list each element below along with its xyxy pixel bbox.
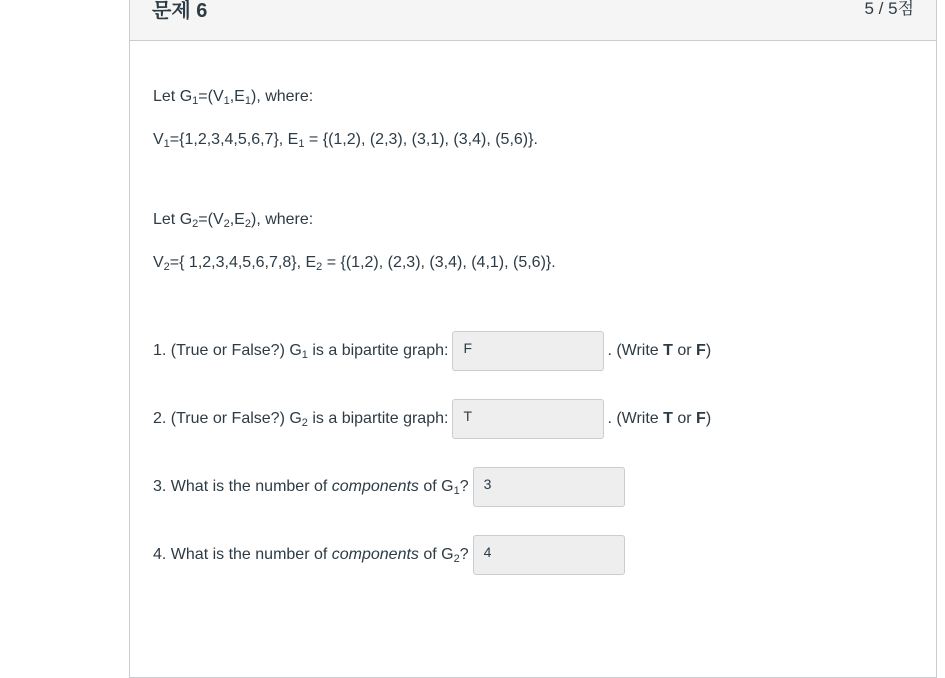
- subscript: 1: [223, 95, 230, 107]
- subscript: 2: [223, 218, 230, 230]
- question-4: [153, 534, 628, 576]
- subscript: 1: [244, 95, 251, 107]
- q4-mid: of G: [418, 546, 454, 564]
- q4-question-mark: ?: [459, 546, 469, 564]
- text-open: =(V: [198, 88, 224, 105]
- q2-answer-field[interactable]: [452, 399, 604, 439]
- question-card: [129, 0, 937, 678]
- question-points: 5 / 5점: [864, 0, 914, 18]
- q4-prefix: 4. What is the number of: [153, 546, 332, 563]
- subscript: 1: [301, 349, 308, 362]
- text-where: ), where:: [250, 211, 314, 228]
- text-comma-e: ,E: [229, 88, 245, 105]
- q4-answer-value: 4: [483, 544, 492, 560]
- q3-answer-value: 3: [483, 476, 492, 492]
- question-2: [153, 398, 711, 440]
- subscript: 2: [163, 261, 170, 273]
- text-comma-e: ,E: [229, 211, 245, 228]
- g1-sets: [153, 130, 538, 150]
- e1-set: = {(1,2), (2,3), (3,1), (3,4), (5,6)}.: [304, 131, 538, 148]
- subscript: 2: [301, 417, 308, 430]
- subscript: 1: [298, 138, 305, 150]
- q3-answer-field[interactable]: [473, 467, 625, 507]
- subscript: 1: [453, 485, 460, 498]
- e2-set: = {(1,2), (2,3), (3,4), (4,1), (5,6)}.: [322, 254, 556, 271]
- q2-answer-value: T: [463, 408, 472, 424]
- g2-sets: [153, 253, 556, 273]
- text-open: =(V: [198, 211, 224, 228]
- q1-hint: . (Write T or F): [607, 342, 712, 359]
- g2-definition: [153, 210, 313, 230]
- v1-set: ={1,2,3,4,5,6,7}, E: [169, 131, 299, 148]
- subscript: 2: [453, 553, 460, 566]
- subscript: 1: [163, 138, 170, 150]
- text-v: V: [153, 131, 164, 148]
- text-v: V: [153, 254, 164, 271]
- q3-prefix: 3. What is the number of: [153, 478, 332, 495]
- question-1: [153, 330, 711, 372]
- question-header: [130, 0, 936, 41]
- question-title: 문제 6: [152, 0, 208, 22]
- q2-hint: . (Write T or F): [607, 410, 712, 427]
- subscript: 2: [316, 261, 323, 273]
- q2-suffix: is a bipartite graph:: [307, 410, 449, 427]
- q1-suffix: is a bipartite graph:: [307, 342, 449, 359]
- question-3: [153, 466, 628, 508]
- q1-prefix: 1. (True or False?) G: [153, 342, 302, 359]
- text-let: Let G: [153, 211, 193, 228]
- q3-emphasis: components: [331, 478, 419, 496]
- q3-question-mark: ?: [459, 478, 469, 496]
- text-let: Let G: [153, 88, 193, 105]
- subscript: 2: [192, 218, 199, 230]
- subscript: 2: [244, 218, 251, 230]
- text-where: ), where:: [250, 88, 314, 105]
- q1-answer-field[interactable]: [452, 331, 604, 371]
- v2-set: ={ 1,2,3,4,5,6,7,8}, E: [169, 254, 317, 271]
- q3-mid: of G: [418, 478, 454, 496]
- q4-answer-field[interactable]: [473, 535, 625, 575]
- g1-definition: [153, 87, 313, 107]
- q4-emphasis: components: [331, 546, 419, 564]
- q1-answer-value: F: [463, 340, 472, 356]
- subscript: 1: [192, 95, 199, 107]
- q2-prefix: 2. (True or False?) G: [153, 410, 302, 427]
